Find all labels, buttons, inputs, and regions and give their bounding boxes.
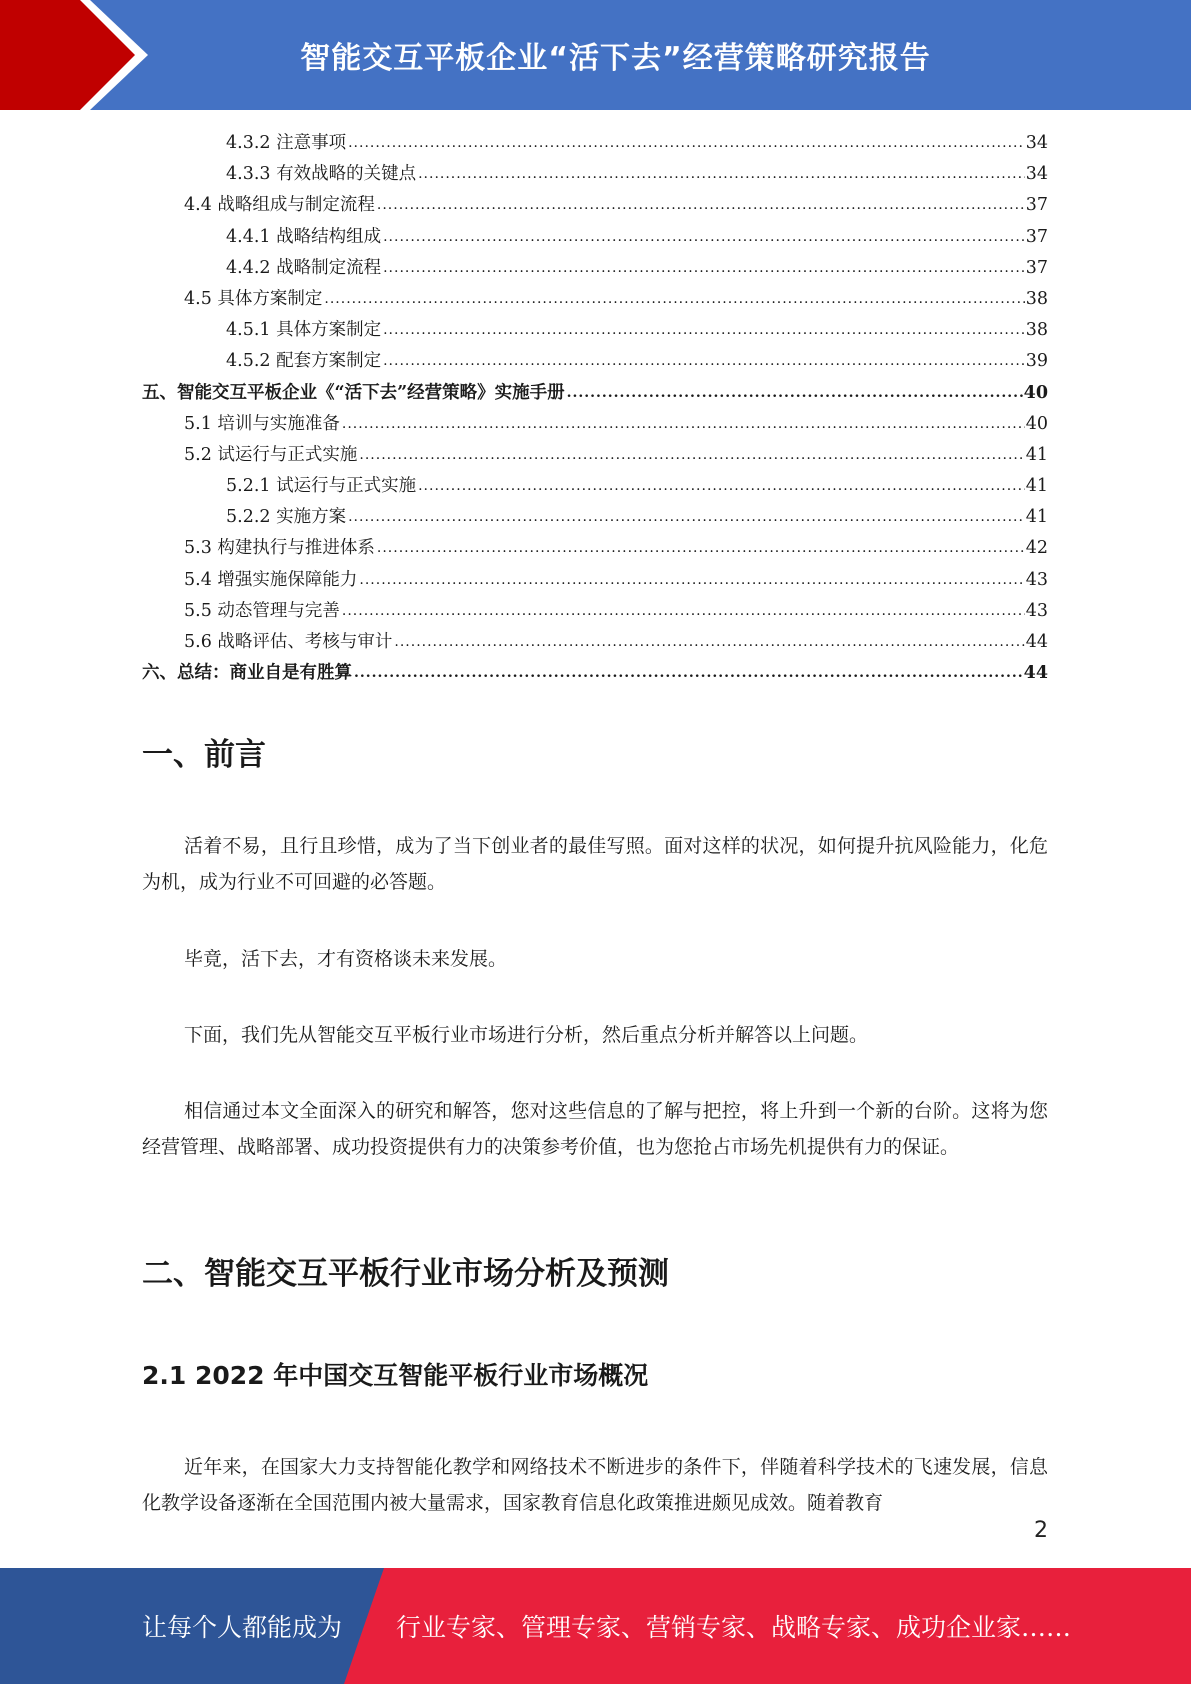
toc-dot-leader [418, 159, 1025, 190]
toc-entry[interactable] [142, 502, 1048, 533]
toc-entry[interactable] [142, 533, 1048, 564]
toc-entry-page: 44 [1023, 663, 1048, 684]
toc-dot-leader [383, 253, 1025, 284]
toc-entry-page: 34 [1025, 133, 1048, 153]
toc-dot-leader [354, 658, 1023, 689]
toc-entry[interactable] [142, 658, 1048, 689]
toc-entry[interactable] [142, 471, 1048, 502]
paragraph-2: 毕竟，活下去，才有资格谈未来发展。 [184, 948, 508, 970]
toc-entry[interactable] [142, 565, 1048, 596]
toc-entry-page: 44 [1025, 632, 1048, 652]
toc-entry-label: 五、智能交互平板企业《“活下去”经营策略》实施手册 [142, 382, 565, 403]
toc-entry-page: 37 [1025, 195, 1048, 216]
toc-entry-page: 37 [1025, 226, 1048, 247]
toc-dot-leader [342, 409, 1025, 440]
paragraph-4: 相信通过本文全面深入的研究和解答，您对这些信息的了解与把控，将上升到一个新的台阶。这将为您经营管理、战略部署、成功投资提供有力的决策参考价值，也为您抢占市场先机提供有力的保证。 [142, 1100, 1048, 1158]
toc-dot-leader [348, 128, 1025, 159]
toc-entry-label: 5.4 增强实施保障能力 [184, 569, 358, 590]
toc-entry[interactable] [142, 253, 1048, 284]
toc-entry-label: 4.5.1 具体方案制定 [226, 320, 382, 341]
toc-entry[interactable] [142, 409, 1048, 440]
toc-entry-page: 41 [1025, 507, 1048, 528]
toc-entry-page: 38 [1025, 288, 1048, 309]
toc-entry-label: 4.3.3 有效战略的关键点 [226, 164, 417, 185]
toc-entry-label: 4.4.2 战略制定流程 [226, 257, 382, 278]
toc-entry-label: 5.5 动态管理与完善 [184, 600, 340, 621]
page-header-banner [0, 0, 1191, 110]
toc-entry-page: 43 [1025, 600, 1048, 621]
toc-entry[interactable] [142, 190, 1048, 221]
footer-slogan-right: 行业专家、管理专家、营销专家、战略专家、成功企业家…… [396, 1613, 1072, 1642]
toc-entry[interactable] [142, 627, 1048, 658]
toc-dot-leader [394, 627, 1024, 658]
toc-entry[interactable] [142, 378, 1048, 409]
toc-dot-leader [383, 315, 1025, 346]
toc-entry-page: 42 [1025, 538, 1048, 559]
paragraph-5: 近年来，在国家大力支持智能化教学和网络技术不断进步的条件下，伴随着科学技术的飞速发展，信息化教学设备逐渐在全国范围内被大量需求，国家教育信息化政策推进颇见成效。随着教育 [142, 1456, 1048, 1514]
toc-entry[interactable] [142, 284, 1048, 315]
toc-dot-leader [418, 471, 1025, 502]
toc-dot-leader [383, 222, 1025, 253]
toc-entry-page: 37 [1025, 257, 1048, 278]
header-title: 智能交互平板企业“活下去”经营策略研究报告 [300, 41, 931, 76]
page-footer-banner [0, 1568, 1191, 1684]
toc-entry-label: 5.2 试运行与正式实施 [184, 444, 358, 465]
toc-entry-label: 4.4.1 战略结构组成 [226, 226, 382, 247]
toc-entry-label: 5.2.1 试运行与正式实施 [226, 476, 417, 497]
toc-entry-page: 40 [1025, 413, 1048, 434]
toc-entry-label: 5.1 培训与实施准备 [184, 413, 340, 434]
toc-entry-page: 41 [1025, 476, 1048, 497]
toc-entry-page: 34 [1025, 164, 1048, 185]
toc-entry-page: 40 [1023, 382, 1048, 403]
toc-entry[interactable] [142, 315, 1048, 346]
toc-entry-label: 4.5 具体方案制定 [184, 288, 323, 309]
toc-entry[interactable] [142, 346, 1048, 377]
toc-dot-leader [359, 565, 1024, 596]
toc-dot-leader [377, 533, 1025, 564]
paragraph-1: 活着不易，且行且珍惜，成为了当下创业者的最佳写照。面对这样的状况，如何提升抗风险能力，化危为机，成为行业不可回避的必答题。 [142, 835, 1048, 893]
toc-entry-label: 5.3 构建执行与推进体系 [184, 538, 375, 559]
toc-entry-page: 43 [1025, 569, 1048, 590]
toc-dot-leader [377, 190, 1025, 221]
toc-entry-label: 4.3.2 注意事项 [226, 133, 347, 153]
toc-entry[interactable] [142, 128, 1048, 159]
toc-entry-page: 38 [1025, 320, 1048, 341]
footer-slogan-left: 让每个人都能成为 [142, 1613, 343, 1642]
toc-entry-label: 4.5.2 配套方案制定 [226, 351, 382, 372]
toc-entry[interactable] [142, 596, 1048, 627]
toc-entry[interactable] [142, 159, 1048, 190]
toc-dot-leader [567, 378, 1023, 409]
section-heading-preface: 一、前言 [142, 737, 266, 773]
toc-entry-label: 4.4 战略组成与制定流程 [184, 195, 375, 216]
toc-entry-label: 5.2.2 实施方案 [226, 507, 347, 528]
toc-entry[interactable] [142, 222, 1048, 253]
toc-entry-page: 39 [1025, 351, 1048, 372]
toc-dot-leader [359, 440, 1024, 471]
toc-dot-leader [324, 284, 1024, 315]
paragraph-3: 下面，我们先从智能交互平板行业市场进行分析，然后重点分析并解答以上问题。 [184, 1024, 869, 1046]
table-of-contents [142, 128, 1048, 689]
toc-dot-leader [383, 346, 1025, 377]
toc-entry-label: 5.6 战略评估、考核与审计 [184, 632, 393, 652]
toc-entry-label: 六、总结：商业自是有胜算 [142, 663, 352, 684]
page-number: 2 [1034, 1518, 1048, 1543]
toc-dot-leader [348, 502, 1025, 533]
section-heading-market-analysis: 二、智能交互平板行业市场分析及预测 [142, 1256, 669, 1292]
toc-entry-page: 41 [1025, 444, 1048, 465]
subsection-heading-2-1: 2.1 2022 年中国交互智能平板行业市场概况 [142, 1361, 649, 1390]
toc-dot-leader [342, 596, 1025, 627]
toc-entry[interactable] [142, 440, 1048, 471]
